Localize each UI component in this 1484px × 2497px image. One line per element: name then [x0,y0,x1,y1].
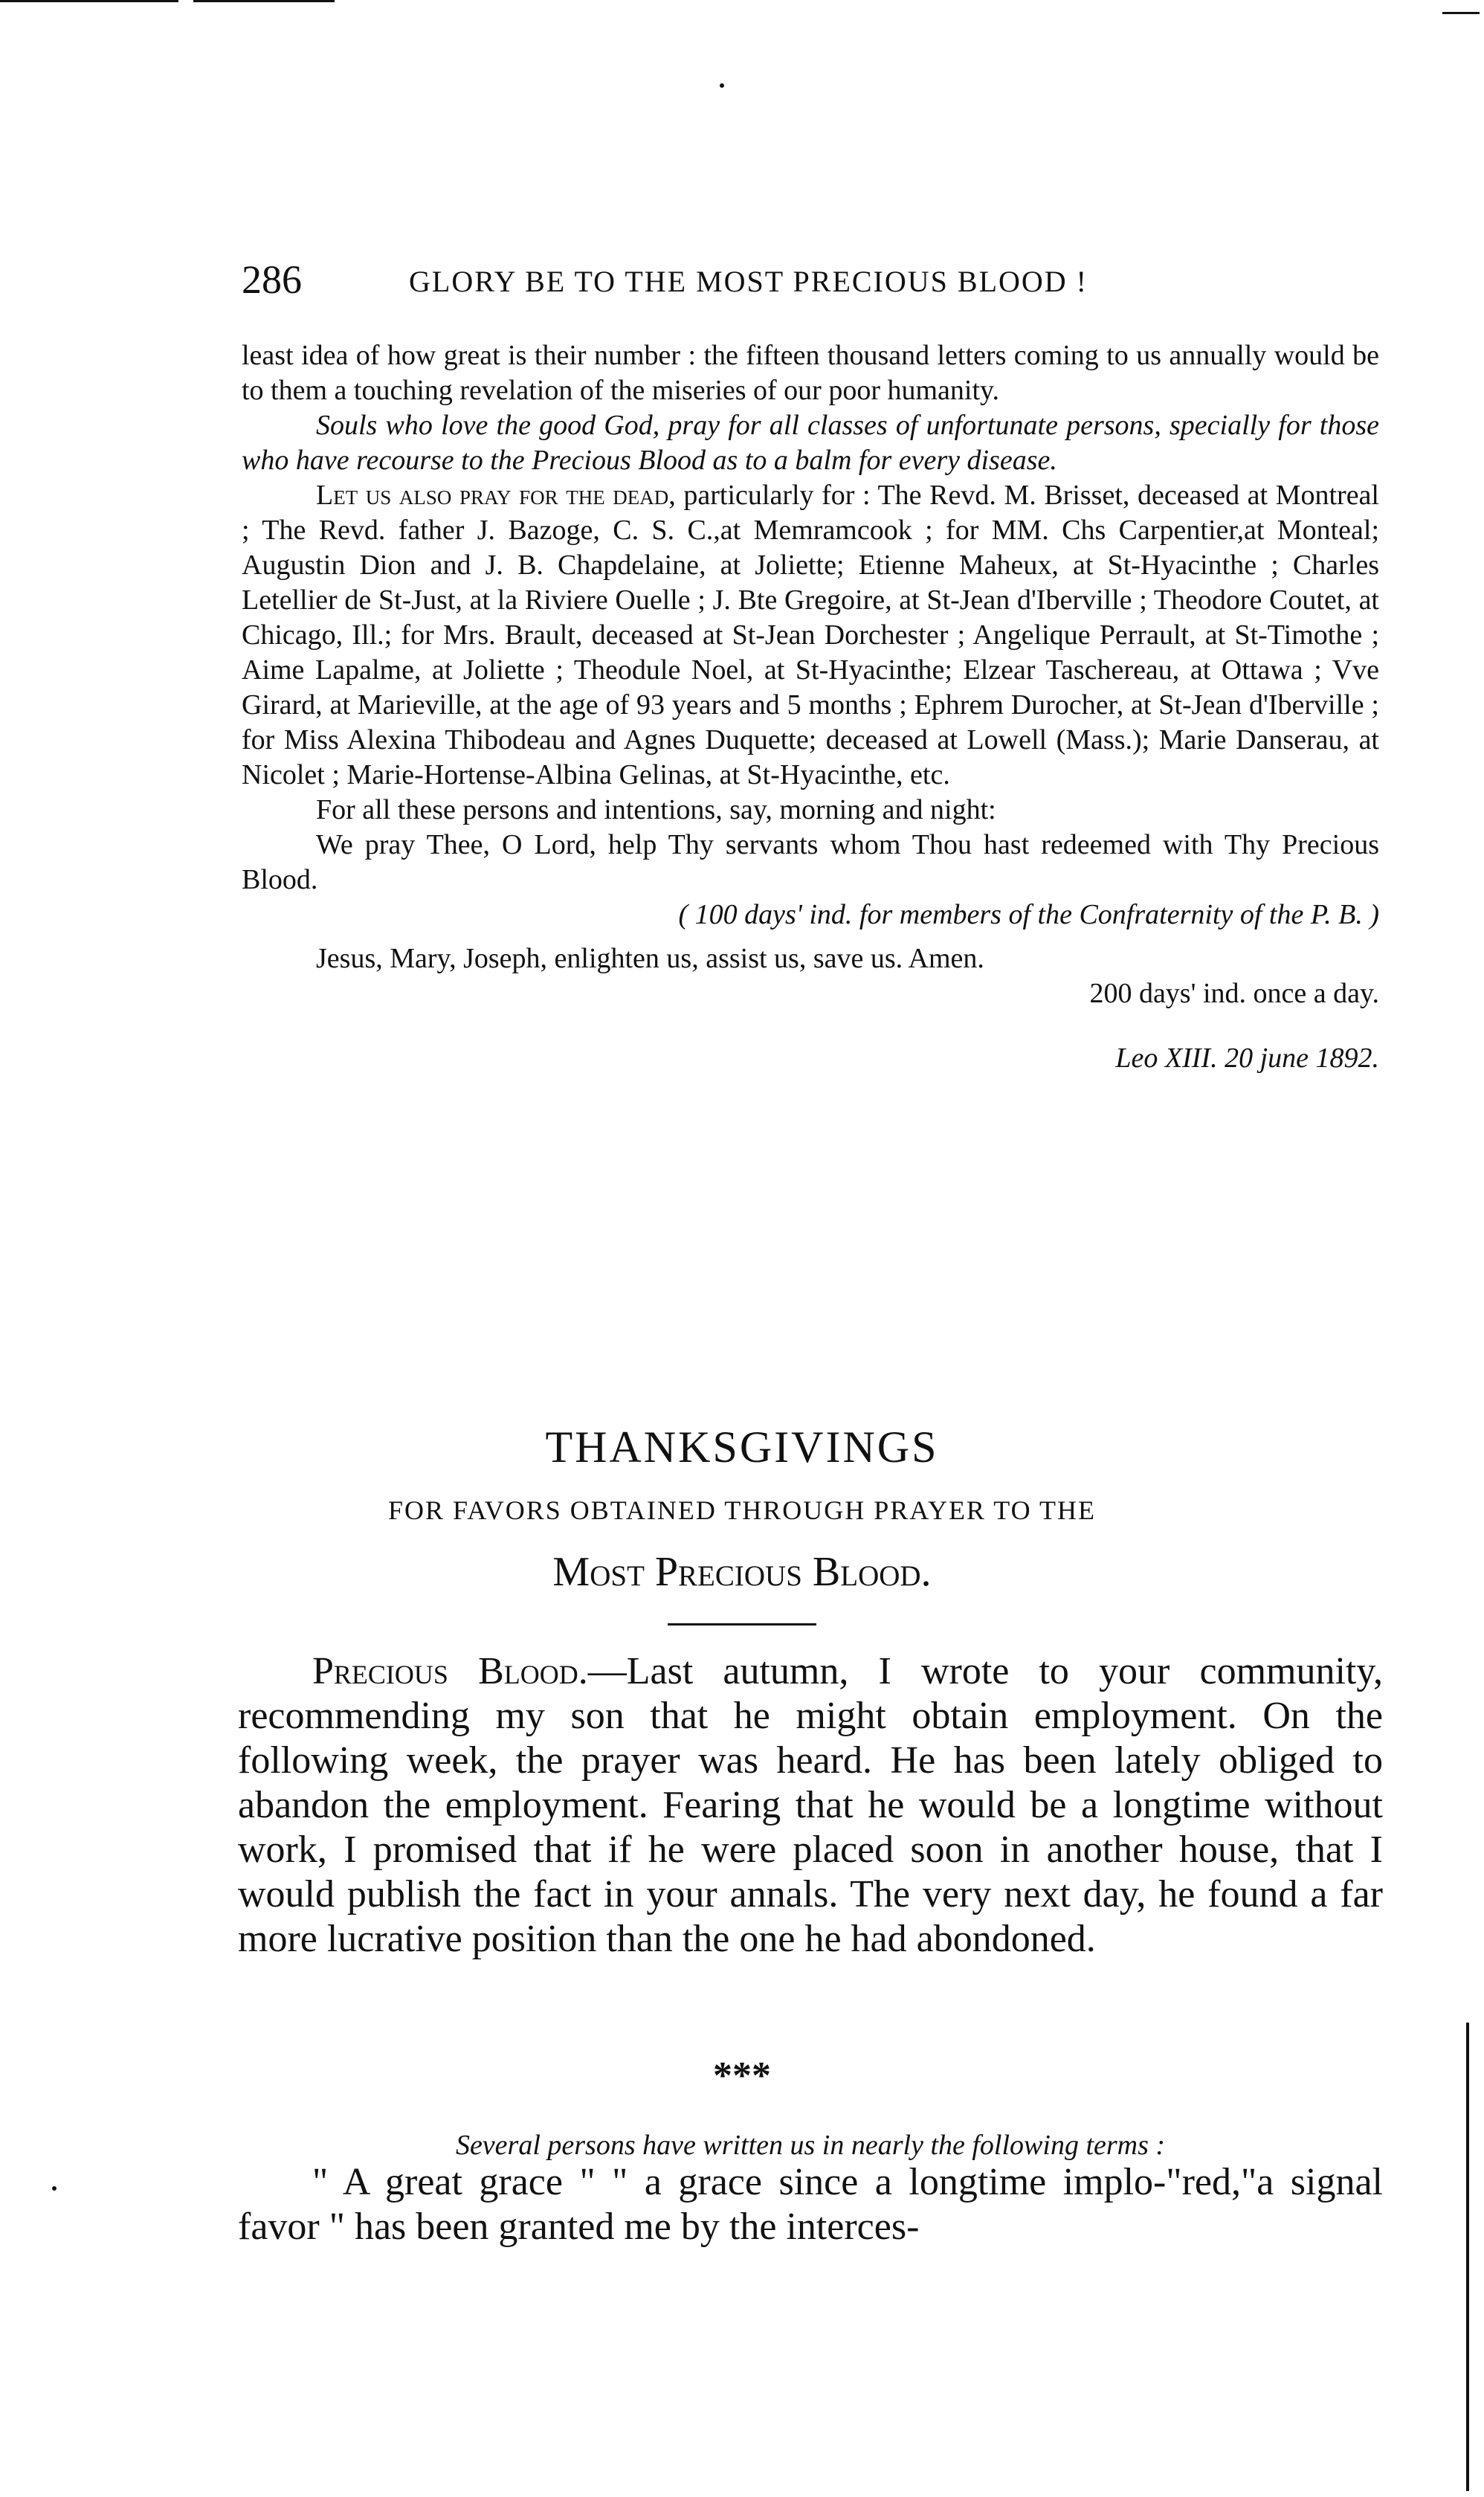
intro-paragraph-2: Souls who love the good God, pray for all classes of unfortunate persons, specially for those who have recourse to the Precious Blood as to a balm for every disease. [242,410,1379,476]
section-subtitle-2: Most Precious Blood. [552,1549,932,1595]
scan-speck [52,2186,57,2191]
scan-mark-top-left [0,0,178,2]
scan-speck [720,83,724,88]
scan-mark-top-left-2 [193,0,335,2]
thanksgiving-text: —Last autumn, I wrote to your community, recommending my son that he might obtain employment. On the following week, the prayer was heard. He has been lately obliged to abandon the employment. Fearing that he would be a longtime without work, I promised that if he were placed soon in another house, that I would publish the fact in your annals. The very next day, he found a far more lucrative position than the one he had abondoned. [238,1650,1383,1960]
scan-mark-top-right [1442,12,1480,14]
prayer-indulgence: ( 100 days' ind. for members of the Confraternity of the P. B. ) [678,899,1379,930]
running-title: GLORY BE TO THE MOST PRECIOUS BLOOD ! [409,265,1088,298]
several-persons-line: Several persons have written us in nearly the following terms : [455,2130,1166,2161]
intro-block [242,338,1379,1076]
ejaculation: Jesus, Mary, Joseph, enlighten us, assist us, save us. Amen. [316,943,984,974]
dead-list-lead: Let us also pray for the dead, [316,480,676,511]
dead-list-text: particularly for : The Revd. M. Brisset, deceased at Montreal ; The Revd. father J. Bazoge, C. S. C.,at Memramcook ; for MM. Chs Carpentier,at Monteal; Augustin Dion and J. B. Chapdelaine, at Joliette; Etienne Maheux, at St-Hyacinthe ; Charles Letellier de St-Just, at la Riviere Ouelle ; J. Bte Gregoire, at St-Jean d'Iberville ; Theodore Coutet, at Chicago, Ill.; for Mrs. Brault, deceased at St-Jean Dorchester ; Angelique Perrault, at St-Timothe ; Aime Lapalme, at Joliette ; Theodule Noel, at St-Hyacinthe; Elzear Taschereau, at Ottawa ; Vve Girard, at Marieville, at the age of 93 years and 5 months ; Ephrem Durocher, at St-Jean d'Iberville ; for Miss Alexina Thibodeau and Agnes Duquette; deceased at Lowell (Mass.); Marie Danserau, at Nicolet ; Marie-Hortense-Albina Gelinas, at St-Hyacinthe, etc. [242,480,1379,790]
papal-attribution: Leo XIII. 20 june 1892. [1115,1043,1379,1074]
dead-list-paragraph [242,478,1379,793]
quote-paragraph: " A great grace " " a grace since a longtime implo-"red,"a signal favor " has been granted me by the interces- [238,2161,1383,2248]
body-block [238,1649,1383,1962]
intro-paragraph-1: least idea of how great is their number : the fifteen thousand letters coming to us annually would be to them a touching revelation of the miseries of our poor humanity. [242,340,1379,406]
prayer-intro: For all these persons and intentions, say, morning and night: [316,794,996,825]
section-title: THANKSGIVINGS [545,1423,939,1472]
section-divider [668,1623,816,1626]
ejaculation-indulgence: 200 days' ind. once a day. [1089,978,1379,1009]
asterism: *** [713,2055,771,2097]
section-subtitle: FOR FAVORS OBTAINED THROUGH PRAYER TO THE [388,1495,1096,1525]
thanksgiving-lead: Precious Blood. [312,1650,588,1692]
thanksgiving-paragraph [238,1649,1383,1962]
page-number: 286 [242,257,302,302]
prayer-text: We pray Thee, O Lord, help Thy servants whom Thou hast redeemed with Thy Precious Blood. [242,829,1379,895]
